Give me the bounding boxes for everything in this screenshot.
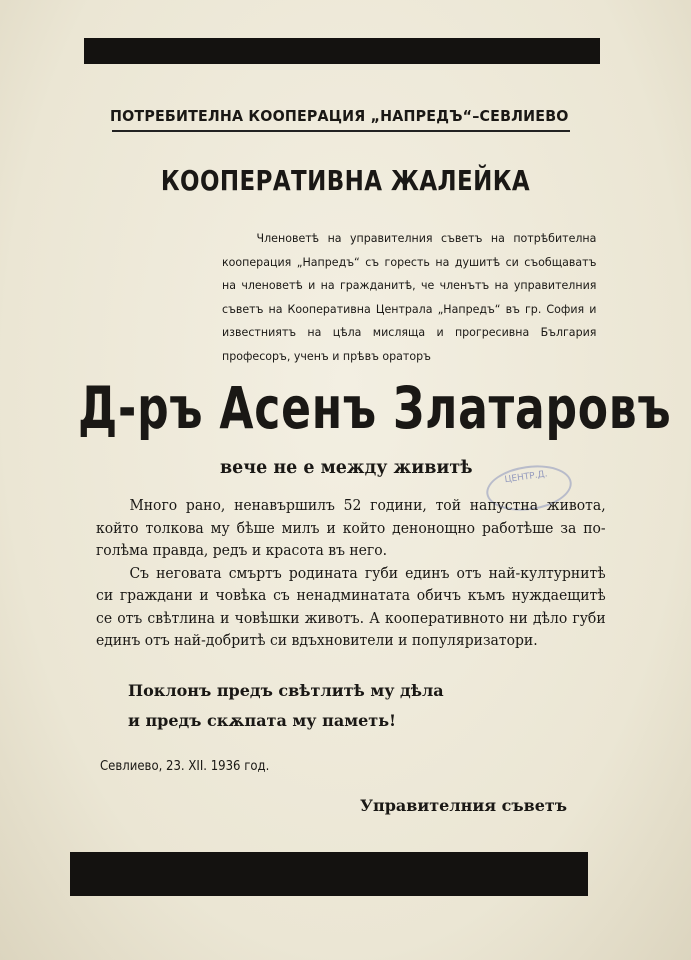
body-text (96, 494, 606, 652)
tribute-lines (128, 676, 448, 736)
date-line: Севлиево, 23. XII. 1936 год. (100, 759, 270, 774)
bottom-black-border (70, 852, 588, 896)
intro-paragraph: Членоветѣ на управителния съветъ на потрѣбителна кооперация „Напредъ“ съ горесть на душитѣ си съобщаватъ на членоветѣ и на гражданитѣ, че членътъ на управителния съветъ на Кооперативна Централа „Напредъ“ въ гр. София и известниятъ на цѣла мисляща и прогресивна България професоръ, ученъ и прѣвъ ораторъ (222, 231, 597, 363)
body-paragraph: Много рано, ненавършилъ 52 години, той напустна живота, който толкова му бѣше милъ и който денонощно работѣше за по-голѣма правда, редъ и красота въ него. (96, 496, 606, 559)
organization-underline (112, 130, 570, 132)
tribute-line-2: и предъ скѫпата му паметь! (128, 711, 397, 730)
deceased-name: Д-ръ Асенъ Златаровъ (78, 374, 672, 442)
top-black-border (84, 38, 600, 64)
tribute-line-1: Поклонъ предъ свѣтлитѣ му дѣла (128, 681, 444, 700)
stamp-text: ЦЕНТР.Д. (503, 469, 549, 486)
body-paragraph: Съ неговата смъртъ родината губи единъ отъ най-културнитѣ си граждани и човѣка съ ненадминатата обичъ къмъ нуждаещитѣ се отъ свѣтлина и човѣшки животъ. А кооперативното ни дѣло губи единъ отъ най-добритѣ си вдъхновители и популяризатори. (96, 563, 606, 649)
document-heading: КООПЕРАТИВНА ЖАЛЕЙКА (160, 164, 531, 197)
organization-title: ПОТРЕБИТЕЛНА КООПЕРАЦИЯ „НАПРЕДЪ“–СЕВЛИЕВО (110, 107, 569, 125)
signature: Управителния съветъ (360, 796, 568, 815)
deceased-subtitle: вече не е между живитѣ (220, 458, 473, 478)
